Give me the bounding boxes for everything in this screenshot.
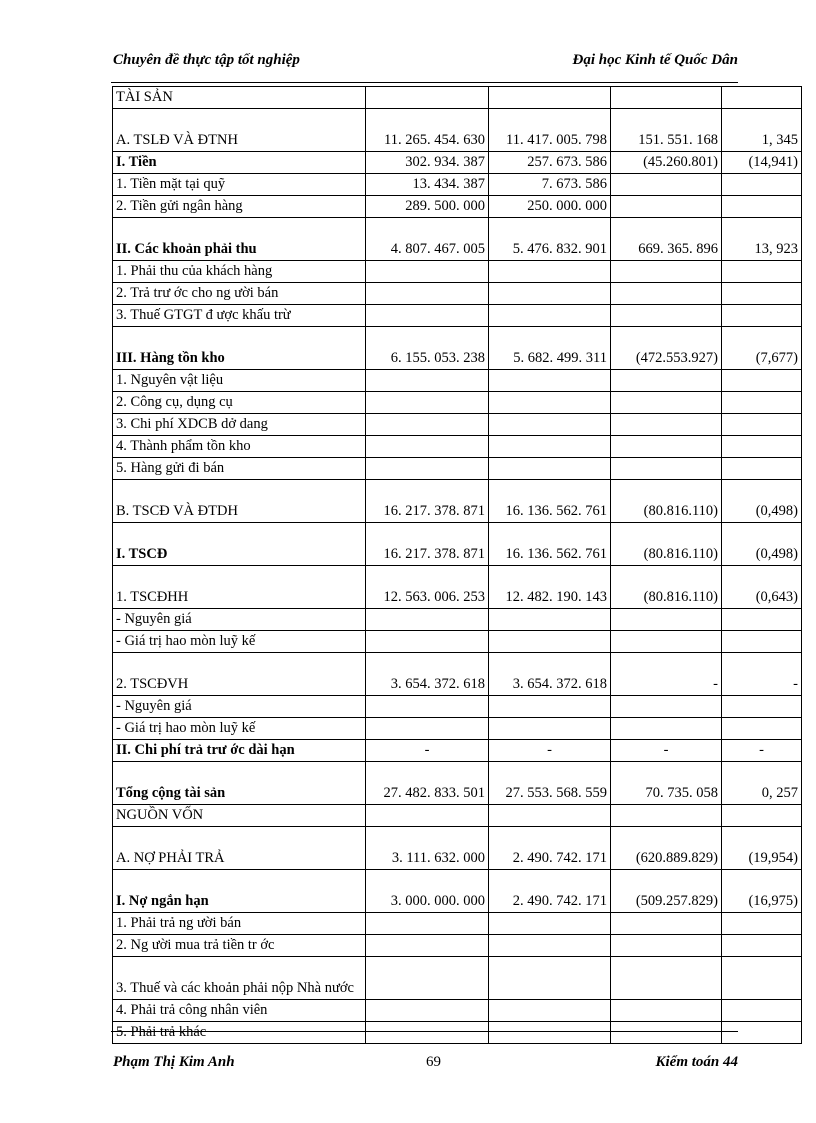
value-col-2 <box>489 696 611 718</box>
table-row <box>113 152 802 174</box>
row-label: - Giá trị hao mòn luỹ kế <box>113 718 366 740</box>
row-label: A. TSLĐ VÀ ĐTNH <box>113 109 366 152</box>
value-col-2: 2. 490. 742. 171 <box>489 870 611 913</box>
row-label: - Giá trị hao mòn luỹ kế <box>113 631 366 653</box>
value-col-4 <box>722 414 802 436</box>
row-label: 1. Nguyên vật liệu <box>113 370 366 392</box>
row-label: II. Chi phí trả trư ớc dài hạn <box>113 740 366 762</box>
row-label: 1. Tiền mặt tại quỹ <box>113 174 366 196</box>
table-row <box>113 566 802 609</box>
value-col-3: (472.553.927) <box>611 327 722 370</box>
value-col-2: 16. 136. 562. 761 <box>489 523 611 566</box>
table-row <box>113 283 802 305</box>
table-row <box>113 370 802 392</box>
table-body <box>113 87 802 1044</box>
value-col-2 <box>489 1000 611 1022</box>
value-col-3 <box>611 174 722 196</box>
value-col-1 <box>366 631 489 653</box>
value-col-4 <box>722 174 802 196</box>
table-row <box>113 196 802 218</box>
value-col-3: 669. 365. 896 <box>611 218 722 261</box>
value-col-3: (620.889.829) <box>611 827 722 870</box>
balance-sheet-table-wrap <box>112 86 801 1044</box>
value-col-2 <box>489 913 611 935</box>
value-col-2 <box>489 957 611 1000</box>
value-col-3 <box>611 283 722 305</box>
value-col-3 <box>611 935 722 957</box>
value-col-1 <box>366 935 489 957</box>
value-col-2: 5. 476. 832. 901 <box>489 218 611 261</box>
footer-right: Kiểm toán 44 <box>655 1054 738 1070</box>
row-label: 2. TSCĐVH <box>113 653 366 696</box>
row-label: I. Nợ ngắn hạn <box>113 870 366 913</box>
value-col-2 <box>489 718 611 740</box>
value-col-3 <box>611 458 722 480</box>
table-row <box>113 762 802 805</box>
value-col-3 <box>611 696 722 718</box>
header-right: Đại học Kinh tế Quốc Dân <box>572 52 738 68</box>
value-col-3 <box>611 414 722 436</box>
row-label: - Nguyên giá <box>113 696 366 718</box>
row-label: 5. Hàng gửi đi bán <box>113 458 366 480</box>
table-row <box>113 913 802 935</box>
row-label: 1. Phải thu của khách hàng <box>113 261 366 283</box>
value-col-4: (7,677) <box>722 327 802 370</box>
table-row <box>113 653 802 696</box>
value-col-4 <box>722 261 802 283</box>
value-col-4 <box>722 283 802 305</box>
table-row <box>113 414 802 436</box>
value-col-2 <box>489 283 611 305</box>
value-col-1 <box>366 392 489 414</box>
row-label: B. TSCĐ VÀ ĐTDH <box>113 480 366 523</box>
value-col-3: (45.260.801) <box>611 152 722 174</box>
table-row <box>113 1022 802 1044</box>
row-label: NGUỒN VỐN <box>113 805 366 827</box>
value-col-2 <box>489 458 611 480</box>
value-col-1: 27. 482. 833. 501 <box>366 762 489 805</box>
value-col-4 <box>722 392 802 414</box>
value-col-2 <box>489 392 611 414</box>
balance-sheet-table <box>112 86 802 1044</box>
table-row <box>113 261 802 283</box>
table-row <box>113 631 802 653</box>
value-col-3: (80.816.110) <box>611 566 722 609</box>
value-col-2: 3. 654. 372. 618 <box>489 653 611 696</box>
value-col-3: - <box>611 740 722 762</box>
value-col-2 <box>489 805 611 827</box>
value-col-1: 3. 000. 000. 000 <box>366 870 489 913</box>
row-label: II. Các khoản phải thu <box>113 218 366 261</box>
row-label: 1. TSCĐHH <box>113 566 366 609</box>
value-col-4: (0,498) <box>722 480 802 523</box>
table-row <box>113 609 802 631</box>
table-row <box>113 718 802 740</box>
table-row <box>113 1000 802 1022</box>
value-col-1 <box>366 913 489 935</box>
value-col-4 <box>722 913 802 935</box>
value-col-1: 16. 217. 378. 871 <box>366 523 489 566</box>
value-col-4: (0,643) <box>722 566 802 609</box>
value-col-4 <box>722 1022 802 1044</box>
value-col-3 <box>611 805 722 827</box>
value-col-4: 13, 923 <box>722 218 802 261</box>
value-col-1 <box>366 436 489 458</box>
row-label: 3. Thuế và các khoản phải nộp Nhà nước <box>113 957 366 1000</box>
value-col-2: 27. 553. 568. 559 <box>489 762 611 805</box>
value-col-4 <box>722 631 802 653</box>
value-col-3: (80.816.110) <box>611 480 722 523</box>
value-col-1 <box>366 609 489 631</box>
row-label: A. NỢ PHẢI TRẢ <box>113 827 366 870</box>
value-col-3 <box>611 436 722 458</box>
value-col-3 <box>611 1000 722 1022</box>
value-col-1 <box>366 87 489 109</box>
value-col-3: (80.816.110) <box>611 523 722 566</box>
value-col-3 <box>611 718 722 740</box>
value-col-1: 6. 155. 053. 238 <box>366 327 489 370</box>
row-label: Tổng cộng tài sản <box>113 762 366 805</box>
value-col-2 <box>489 436 611 458</box>
table-row <box>113 870 802 913</box>
value-col-2: - <box>489 740 611 762</box>
value-col-3 <box>611 305 722 327</box>
value-col-1 <box>366 283 489 305</box>
table-row <box>113 109 802 152</box>
table-row <box>113 436 802 458</box>
value-col-4: (19,954) <box>722 827 802 870</box>
table-row <box>113 174 802 196</box>
value-col-1: 302. 934. 387 <box>366 152 489 174</box>
value-col-4 <box>722 305 802 327</box>
table-row <box>113 740 802 762</box>
value-col-2 <box>489 609 611 631</box>
value-col-4 <box>722 87 802 109</box>
table-row <box>113 957 802 1000</box>
value-col-1 <box>366 1000 489 1022</box>
value-col-4 <box>722 696 802 718</box>
page-number: 69 <box>426 1054 441 1070</box>
value-col-4 <box>722 805 802 827</box>
value-col-2 <box>489 935 611 957</box>
value-col-2 <box>489 631 611 653</box>
value-col-3: (509.257.829) <box>611 870 722 913</box>
value-col-3 <box>611 370 722 392</box>
value-col-1: 4. 807. 467. 005 <box>366 218 489 261</box>
row-label: 3. Thuế GTGT đ ược khấu trừ <box>113 305 366 327</box>
value-col-3 <box>611 1022 722 1044</box>
value-col-2 <box>489 414 611 436</box>
value-col-4 <box>722 609 802 631</box>
value-col-4: (0,498) <box>722 523 802 566</box>
table-row <box>113 805 802 827</box>
value-col-4 <box>722 718 802 740</box>
value-col-4 <box>722 370 802 392</box>
value-col-3 <box>611 196 722 218</box>
value-col-4: (14,941) <box>722 152 802 174</box>
value-col-1 <box>366 305 489 327</box>
footer-author: Phạm Thị Kim Anh <box>113 1054 235 1070</box>
value-col-2 <box>489 370 611 392</box>
table-row <box>113 696 802 718</box>
value-col-1: 3. 654. 372. 618 <box>366 653 489 696</box>
value-col-3 <box>611 392 722 414</box>
table-row <box>113 935 802 957</box>
value-col-2: 2. 490. 742. 171 <box>489 827 611 870</box>
value-col-3: 151. 551. 168 <box>611 109 722 152</box>
table-row <box>113 458 802 480</box>
value-col-4 <box>722 458 802 480</box>
value-col-1: 289. 500. 000 <box>366 196 489 218</box>
value-col-2 <box>489 305 611 327</box>
value-col-3 <box>611 87 722 109</box>
value-col-1 <box>366 370 489 392</box>
value-col-1: 3. 111. 632. 000 <box>366 827 489 870</box>
value-col-2: 11. 417. 005. 798 <box>489 109 611 152</box>
value-col-2 <box>489 87 611 109</box>
value-col-1: - <box>366 740 489 762</box>
value-col-4 <box>722 935 802 957</box>
value-col-1 <box>366 261 489 283</box>
row-label: I. TSCĐ <box>113 523 366 566</box>
table-row <box>113 305 802 327</box>
value-col-1: 16. 217. 378. 871 <box>366 480 489 523</box>
table-row <box>113 480 802 523</box>
value-col-4: 1, 345 <box>722 109 802 152</box>
row-label: 2. Tiền gửi ngân hàng <box>113 196 366 218</box>
row-label: 4. Thành phẩm tồn kho <box>113 436 366 458</box>
value-col-2: 250. 000. 000 <box>489 196 611 218</box>
value-col-1: 12. 563. 006. 253 <box>366 566 489 609</box>
table-row <box>113 87 802 109</box>
value-col-1 <box>366 718 489 740</box>
value-col-3: 70. 735. 058 <box>611 762 722 805</box>
value-col-3 <box>611 609 722 631</box>
row-label: 2. Ng ười mua trả tiền tr ớc <box>113 935 366 957</box>
value-col-4 <box>722 196 802 218</box>
row-label: I. Tiền <box>113 152 366 174</box>
value-col-3: - <box>611 653 722 696</box>
value-col-1 <box>366 805 489 827</box>
value-col-1: 13. 434. 387 <box>366 174 489 196</box>
row-label: 4. Phải trả công nhân viên <box>113 1000 366 1022</box>
table-row <box>113 523 802 566</box>
value-col-2: 16. 136. 562. 761 <box>489 480 611 523</box>
row-label: 2. Công cụ, dụng cụ <box>113 392 366 414</box>
value-col-4 <box>722 1000 802 1022</box>
value-col-1 <box>366 458 489 480</box>
value-col-1 <box>366 414 489 436</box>
header-left: Chuyên đề thực tập tốt nghiệp <box>113 52 300 68</box>
value-col-4: (16,975) <box>722 870 802 913</box>
value-col-2 <box>489 1022 611 1044</box>
table-row <box>113 827 802 870</box>
value-col-3 <box>611 261 722 283</box>
value-col-2: 5. 682. 499. 311 <box>489 327 611 370</box>
row-label: TÀI SẢN <box>113 87 366 109</box>
value-col-4: 0, 257 <box>722 762 802 805</box>
row-label: - Nguyên giá <box>113 609 366 631</box>
table-row <box>113 218 802 261</box>
row-label: 2. Trả trư ớc cho ng ười bán <box>113 283 366 305</box>
table-row <box>113 327 802 370</box>
value-col-3 <box>611 957 722 1000</box>
value-col-3 <box>611 631 722 653</box>
value-col-2: 7. 673. 586 <box>489 174 611 196</box>
value-col-2: 257. 673. 586 <box>489 152 611 174</box>
row-label: 3. Chi phí XDCB dở dang <box>113 414 366 436</box>
row-label: 5. Phải trả khác <box>113 1022 366 1044</box>
value-col-3 <box>611 913 722 935</box>
header-rule <box>111 82 738 83</box>
table-row <box>113 392 802 414</box>
value-col-4 <box>722 957 802 1000</box>
value-col-4: - <box>722 740 802 762</box>
value-col-4: - <box>722 653 802 696</box>
footer-rule <box>111 1031 738 1032</box>
value-col-2 <box>489 261 611 283</box>
row-label: 1. Phải trả ng ười bán <box>113 913 366 935</box>
row-label: III. Hàng tồn kho <box>113 327 366 370</box>
value-col-1: 11. 265. 454. 630 <box>366 109 489 152</box>
value-col-1 <box>366 957 489 1000</box>
value-col-2: 12. 482. 190. 143 <box>489 566 611 609</box>
value-col-4 <box>722 436 802 458</box>
value-col-1 <box>366 696 489 718</box>
value-col-1 <box>366 1022 489 1044</box>
